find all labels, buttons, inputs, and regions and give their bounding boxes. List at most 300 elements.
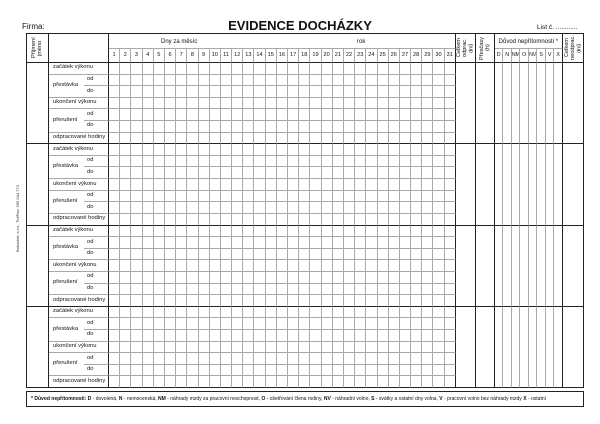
day-cell [299, 284, 310, 296]
day-cell [165, 214, 176, 226]
day-cell [389, 318, 400, 330]
day-cell [422, 365, 433, 377]
day-cell [277, 167, 288, 179]
day-cell [131, 144, 142, 156]
day-cell [344, 98, 355, 110]
day-cell [288, 63, 299, 75]
day-cell [411, 144, 422, 156]
day-cell [120, 295, 131, 307]
day-cell [355, 133, 366, 145]
day-cell [266, 272, 277, 284]
day-cell [221, 144, 232, 156]
legend-description: - dovolená, [92, 396, 118, 402]
day-cell [378, 318, 389, 330]
day-cell [120, 167, 131, 179]
day-cell [243, 307, 254, 319]
day-cell [254, 167, 265, 179]
day-cell [221, 75, 232, 87]
day-cell [355, 249, 366, 261]
day-cell [243, 342, 254, 354]
day-cell [221, 63, 232, 75]
day-cell [310, 156, 321, 168]
day-cell [288, 353, 299, 365]
day-cell [433, 353, 444, 365]
day-cell [165, 249, 176, 261]
day-cell [355, 63, 366, 75]
day-cell [333, 307, 344, 319]
day-cell [120, 353, 131, 365]
worked-days-cell [456, 226, 476, 307]
day-cell [232, 63, 243, 75]
day-cell [333, 63, 344, 75]
day-cell [433, 75, 444, 87]
day-cell [355, 98, 366, 110]
day-cell [143, 376, 154, 388]
day-cell [445, 226, 456, 238]
day-cell [445, 144, 456, 156]
day-cell [199, 86, 210, 98]
overtime-label: Přesčasy (h) [478, 36, 491, 60]
day-cell [131, 318, 142, 330]
day-cell [400, 191, 411, 203]
day-cell [176, 330, 187, 342]
day-cell [400, 307, 411, 319]
day-cell [366, 342, 377, 354]
day-cell [143, 202, 154, 214]
day-cell [266, 133, 277, 145]
day-cell [411, 330, 422, 342]
day-number: 2 [120, 49, 131, 63]
day-cell [109, 121, 120, 133]
day-cell [322, 98, 333, 110]
day-cell [389, 365, 400, 377]
day-cell [299, 365, 310, 377]
day-cell [445, 109, 456, 121]
day-cell [433, 295, 444, 307]
day-cell [187, 144, 198, 156]
day-cell [389, 353, 400, 365]
day-number: 7 [176, 49, 187, 63]
day-cell [445, 63, 456, 75]
day-cell [109, 342, 120, 354]
form-title: EVIDENCE DOCHÁZKY [228, 18, 372, 33]
day-cell [344, 284, 355, 296]
day-cell [322, 214, 333, 226]
row-sublabel: od [84, 109, 109, 121]
day-cell [187, 249, 198, 261]
day-cell [288, 121, 299, 133]
day-cell [232, 86, 243, 98]
day-cell [176, 295, 187, 307]
day-cell [344, 214, 355, 226]
day-cell [232, 272, 243, 284]
day-cell [333, 249, 344, 261]
day-cell [243, 260, 254, 272]
day-cell [120, 144, 131, 156]
day-cell [310, 365, 321, 377]
day-cell [288, 167, 299, 179]
day-cell [232, 98, 243, 110]
day-cell [310, 342, 321, 354]
day-cell [355, 86, 366, 98]
day-cell [333, 167, 344, 179]
day-cell [254, 272, 265, 284]
day-cell [120, 63, 131, 75]
day-cell [131, 179, 142, 191]
row-sublabel: od [84, 156, 109, 168]
day-cell [322, 342, 333, 354]
day-cell [277, 156, 288, 168]
day-cell [389, 226, 400, 238]
day-cell [154, 191, 165, 203]
day-cell [299, 133, 310, 145]
day-cell [400, 167, 411, 179]
day-cell [310, 284, 321, 296]
day-number: 10 [210, 49, 221, 63]
legend-code: X [523, 396, 527, 402]
day-number: 16 [277, 49, 288, 63]
day-cell [445, 133, 456, 145]
row-sublabel: do [84, 365, 109, 377]
day-cell [366, 167, 377, 179]
day-cell [131, 63, 142, 75]
row-label: přerušení [49, 109, 84, 132]
row-sublabel: do [84, 284, 109, 296]
day-number: 8 [187, 49, 198, 63]
day-cell [411, 133, 422, 145]
day-cell [210, 342, 221, 354]
day-cell [433, 98, 444, 110]
legend-description: - náhrady mzdy za pracovní neschopnost, [167, 396, 261, 402]
day-number: 25 [378, 49, 389, 63]
day-cell [433, 167, 444, 179]
day-cell [143, 133, 154, 145]
day-cell [221, 226, 232, 238]
day-cell [243, 237, 254, 249]
day-cell [288, 272, 299, 284]
day-cell [254, 109, 265, 121]
attendance-table [26, 33, 584, 388]
day-cell [176, 307, 187, 319]
day-cell [366, 376, 377, 388]
day-cell [143, 318, 154, 330]
day-cell [165, 342, 176, 354]
day-cell [445, 202, 456, 214]
days-of-month-header [109, 34, 456, 49]
day-cell [187, 179, 198, 191]
day-cell [165, 109, 176, 121]
day-cell [165, 156, 176, 168]
absence-code: V [546, 49, 555, 63]
day-cell [165, 121, 176, 133]
worked-days-cell [456, 63, 476, 144]
day-cell [210, 133, 221, 145]
day-cell [322, 179, 333, 191]
day-cell [232, 330, 243, 342]
day-cell [143, 237, 154, 249]
day-cell [266, 214, 277, 226]
absence-code-cell [520, 307, 529, 388]
day-cell [131, 109, 142, 121]
day-cell [187, 353, 198, 365]
day-cell [288, 295, 299, 307]
day-cell [378, 156, 389, 168]
day-cell [176, 179, 187, 191]
day-cell [154, 133, 165, 145]
day-cell [299, 307, 310, 319]
day-cell [299, 249, 310, 261]
day-cell [445, 376, 456, 388]
row-label-header [49, 34, 109, 63]
day-cell [344, 260, 355, 272]
absence-code-cell [512, 307, 521, 388]
day-cell [243, 330, 254, 342]
day-cell [378, 179, 389, 191]
day-cell [199, 376, 210, 388]
day-cell [400, 330, 411, 342]
row-label: začátek výkonu [49, 63, 109, 75]
day-cell [131, 75, 142, 87]
day-cell [411, 284, 422, 296]
day-cell [355, 214, 366, 226]
day-cell [299, 202, 310, 214]
day-cell [131, 260, 142, 272]
day-cell [288, 109, 299, 121]
day-cell [333, 109, 344, 121]
day-cell [143, 284, 154, 296]
day-cell [131, 272, 142, 284]
day-cell [187, 214, 198, 226]
day-cell [277, 179, 288, 191]
day-cell [322, 121, 333, 133]
day-cell [400, 109, 411, 121]
day-cell [355, 307, 366, 319]
day-cell [322, 63, 333, 75]
day-cell [277, 295, 288, 307]
day-cell [143, 307, 154, 319]
day-cell [355, 295, 366, 307]
day-number: 20 [322, 49, 333, 63]
day-cell [143, 179, 154, 191]
day-cell [310, 295, 321, 307]
day-cell [389, 249, 400, 261]
day-cell [378, 307, 389, 319]
day-cell [310, 86, 321, 98]
day-cell [344, 156, 355, 168]
absence-code: NV [529, 49, 538, 63]
day-cell [199, 63, 210, 75]
day-cell [243, 272, 254, 284]
day-cell [154, 342, 165, 354]
day-cell [310, 214, 321, 226]
day-cell [254, 144, 265, 156]
row-label: přestávka [49, 237, 84, 260]
day-cell [288, 144, 299, 156]
day-cell [109, 202, 120, 214]
day-cell [333, 342, 344, 354]
day-cell [422, 272, 433, 284]
day-cell [344, 353, 355, 365]
day-cell [445, 86, 456, 98]
day-cell [299, 144, 310, 156]
day-cell [109, 295, 120, 307]
day-cell [131, 353, 142, 365]
row-sublabel: od [84, 318, 109, 330]
day-cell [422, 202, 433, 214]
day-cell [299, 75, 310, 87]
day-cell [232, 260, 243, 272]
day-cell [355, 226, 366, 238]
day-cell [221, 330, 232, 342]
day-cell [310, 353, 321, 365]
day-cell [333, 284, 344, 296]
day-cell [355, 156, 366, 168]
day-cell [433, 86, 444, 98]
day-number: 15 [266, 49, 277, 63]
day-cell [366, 353, 377, 365]
day-cell [288, 75, 299, 87]
days-of-month-label: Dny za měsíc [161, 39, 198, 45]
row-sublabel: do [84, 167, 109, 179]
day-cell [254, 98, 265, 110]
day-cell [277, 75, 288, 87]
day-cell [277, 144, 288, 156]
table-row [27, 63, 584, 75]
day-cell [131, 121, 142, 133]
day-cell [333, 144, 344, 156]
day-cell [445, 295, 456, 307]
day-cell [322, 318, 333, 330]
absence-code: D [495, 49, 504, 63]
row-sublabel: od [84, 237, 109, 249]
day-cell [378, 342, 389, 354]
day-cell [187, 376, 198, 388]
day-cell [389, 86, 400, 98]
day-cell [232, 109, 243, 121]
row-sublabel: od [84, 75, 109, 87]
day-cell [210, 249, 221, 261]
day-cell [411, 156, 422, 168]
day-number: 19 [310, 49, 321, 63]
day-cell [243, 191, 254, 203]
day-cell [366, 109, 377, 121]
day-cell [400, 226, 411, 238]
day-cell [333, 191, 344, 203]
day-cell [389, 237, 400, 249]
day-cell [355, 202, 366, 214]
day-cell [344, 109, 355, 121]
day-cell [154, 272, 165, 284]
day-cell [322, 249, 333, 261]
day-cell [143, 109, 154, 121]
day-cell [344, 226, 355, 238]
day-cell [131, 226, 142, 238]
day-cell [277, 237, 288, 249]
day-cell [120, 191, 131, 203]
day-cell [232, 376, 243, 388]
day-cell [176, 318, 187, 330]
day-cell [378, 133, 389, 145]
day-cell [389, 376, 400, 388]
day-cell [400, 353, 411, 365]
company-label: Firma: [22, 22, 45, 31]
day-cell [400, 284, 411, 296]
day-cell [266, 98, 277, 110]
day-cell [411, 237, 422, 249]
row-label: přerušení [49, 191, 84, 214]
day-cell [445, 179, 456, 191]
day-cell [232, 342, 243, 354]
day-cell [109, 75, 120, 87]
day-cell [221, 284, 232, 296]
day-cell [109, 330, 120, 342]
legend-description: - ošetřování člena rodiny, [266, 396, 323, 402]
day-cell [120, 260, 131, 272]
row-label: ukončení výkonu [49, 179, 109, 191]
day-cell [355, 75, 366, 87]
day-cell [109, 249, 120, 261]
day-cell [266, 330, 277, 342]
day-cell [333, 237, 344, 249]
day-cell [199, 75, 210, 87]
day-cell [176, 86, 187, 98]
day-cell [422, 237, 433, 249]
day-cell [310, 307, 321, 319]
day-cell [165, 98, 176, 110]
day-cell [422, 133, 433, 145]
day-cell [109, 376, 120, 388]
day-cell [120, 376, 131, 388]
day-cell [344, 318, 355, 330]
day-cell [165, 365, 176, 377]
day-cell [299, 237, 310, 249]
day-cell [221, 342, 232, 354]
day-cell [154, 86, 165, 98]
day-cell [109, 109, 120, 121]
day-cell [243, 295, 254, 307]
absence-code-cell [520, 226, 529, 307]
absence-code-cell [546, 63, 555, 144]
day-cell [243, 144, 254, 156]
day-cell [154, 353, 165, 365]
day-cell [210, 214, 221, 226]
day-cell [389, 98, 400, 110]
day-cell [221, 249, 232, 261]
day-cell [344, 272, 355, 284]
day-cell [109, 260, 120, 272]
day-cell [176, 214, 187, 226]
day-cell [232, 75, 243, 87]
day-cell [109, 307, 120, 319]
day-cell [277, 63, 288, 75]
day-cell [389, 191, 400, 203]
worked-days-label: Celkem odprac. dnů [456, 38, 475, 58]
day-cell [210, 260, 221, 272]
day-cell [389, 214, 400, 226]
absence-code-cell [537, 144, 546, 225]
day-cell [176, 63, 187, 75]
day-cell [366, 202, 377, 214]
day-cell [176, 353, 187, 365]
day-cell [165, 295, 176, 307]
absence-reason-legend [26, 391, 584, 407]
day-cell [366, 63, 377, 75]
day-cell [322, 237, 333, 249]
day-cell [310, 75, 321, 87]
day-cell [120, 330, 131, 342]
day-cell [366, 98, 377, 110]
row-label: začátek výkonu [49, 144, 109, 156]
